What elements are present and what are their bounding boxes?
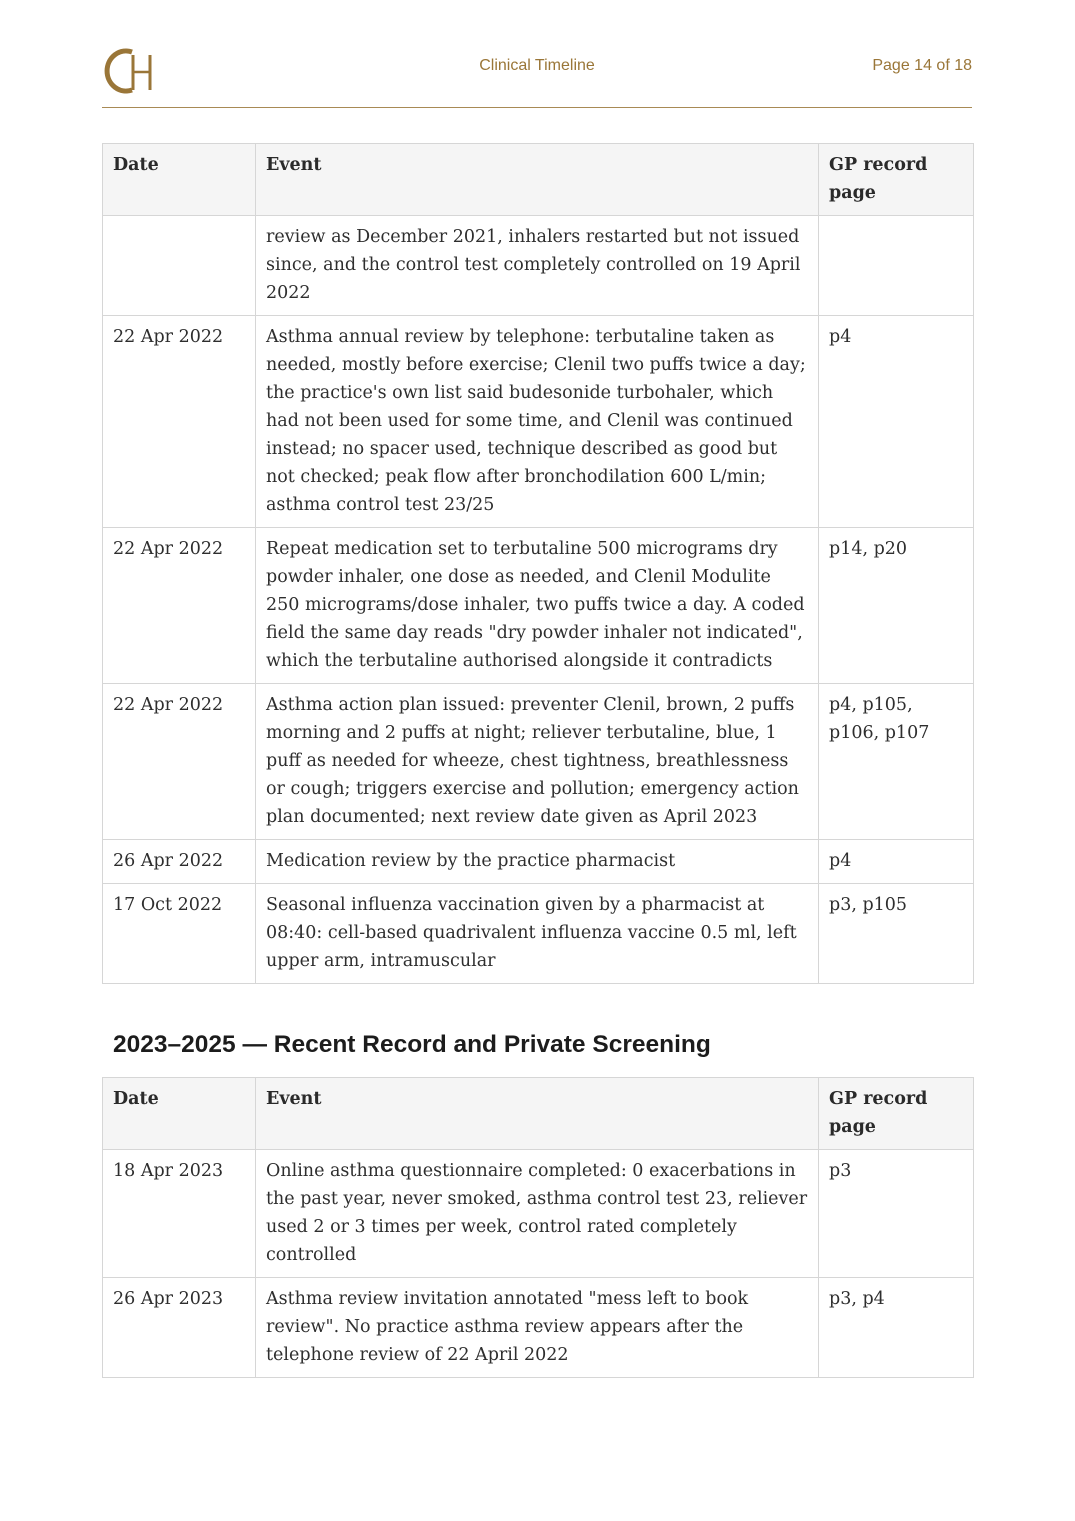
table-row xyxy=(103,316,974,528)
table-row xyxy=(103,1150,974,1278)
row-event: Asthma action plan issued: preventer Clenil, brown, 2 puffs morning and 2 puffs at night; reliever terbutaline, blue, 1 puff as needed for wheeze, chest tightness, breathlessness or cough; triggers exercise and pollution; emergency action plan documented; next review date given as April 2023 xyxy=(256,684,819,840)
column-header-gp-page: GP record page xyxy=(819,1078,974,1150)
row-gp-page: p4 xyxy=(819,316,974,528)
row-gp-page: p4 xyxy=(819,840,974,884)
row-date: 17 Oct 2022 xyxy=(103,884,256,984)
table-row xyxy=(103,1278,974,1378)
column-header-event: Event xyxy=(256,1078,819,1150)
row-date: 26 Apr 2023 xyxy=(103,1278,256,1378)
row-gp-page: p3, p4 xyxy=(819,1278,974,1378)
page-number: Page 14 of 18 xyxy=(872,57,972,74)
row-date xyxy=(103,216,256,316)
table-header-row xyxy=(103,1078,974,1150)
row-gp-page: p4, p105, p106, p107 xyxy=(819,684,974,840)
column-header-event: Event xyxy=(256,144,819,216)
row-gp-page: p3, p105 xyxy=(819,884,974,984)
row-date: 26 Apr 2022 xyxy=(103,840,256,884)
row-date: 22 Apr 2022 xyxy=(103,316,256,528)
table-row xyxy=(103,684,974,840)
row-event: Seasonal influenza vaccination given by a pharmacist at 08:40: cell-based quadrivalent influenza vaccine 0.5 ml, left upper arm, intramuscular xyxy=(256,884,819,984)
column-header-gp-page: GP record page xyxy=(819,144,974,216)
row-event: Asthma review invitation annotated "mess left to book review". No practice asthma review appears after the telephone review of 22 April 2022 xyxy=(256,1278,819,1378)
table-row xyxy=(103,884,974,984)
row-event: review as December 2021, inhalers restarted but not issued since, and the control test completely controlled on 19 April 2022 xyxy=(256,216,819,316)
row-date: 22 Apr 2022 xyxy=(103,528,256,684)
document-title: Clinical Timeline xyxy=(479,57,595,74)
table-row xyxy=(103,216,974,316)
row-date: 22 Apr 2022 xyxy=(103,684,256,840)
section-heading: 2023–2025 — Recent Record and Private Screening xyxy=(113,1031,711,1058)
column-header-date: Date xyxy=(103,1078,256,1150)
row-gp-page: p14, p20 xyxy=(819,528,974,684)
table-header-row xyxy=(103,144,974,216)
page-header xyxy=(102,44,972,108)
row-event: Online asthma questionnaire completed: 0 exacerbations in the past year, never smoked, asthma control test 23, reliever used 2 or 3 times per week, control rated completely controlled xyxy=(256,1150,819,1278)
table-row xyxy=(103,528,974,684)
table-row xyxy=(103,840,974,884)
timeline-table xyxy=(102,1077,974,1378)
row-event: Medication review by the practice pharmacist xyxy=(256,840,819,884)
row-event: Asthma annual review by telephone: terbutaline taken as needed, mostly before exercise; Clenil two puffs twice a day; the practice's own list said budesonide turbohaler, which had not been used for some time, and Clenil was continued instead; no spacer used, technique described as good but not checked; peak flow after bronchodilation 600 L/min; asthma control test 23/25 xyxy=(256,316,819,528)
row-date: 18 Apr 2023 xyxy=(103,1150,256,1278)
timeline-table xyxy=(102,143,974,984)
row-event: Repeat medication set to terbutaline 500 micrograms dry powder inhaler, one dose as needed, and Clenil Modulite 250 micrograms/dose inhaler, two puffs twice a day. A coded field the same day reads "dry powder inhaler not indicated", which the terbutaline authorised alongside it contradicts xyxy=(256,528,819,684)
row-gp-page xyxy=(819,216,974,316)
column-header-date: Date xyxy=(103,144,256,216)
row-gp-page: p3 xyxy=(819,1150,974,1278)
